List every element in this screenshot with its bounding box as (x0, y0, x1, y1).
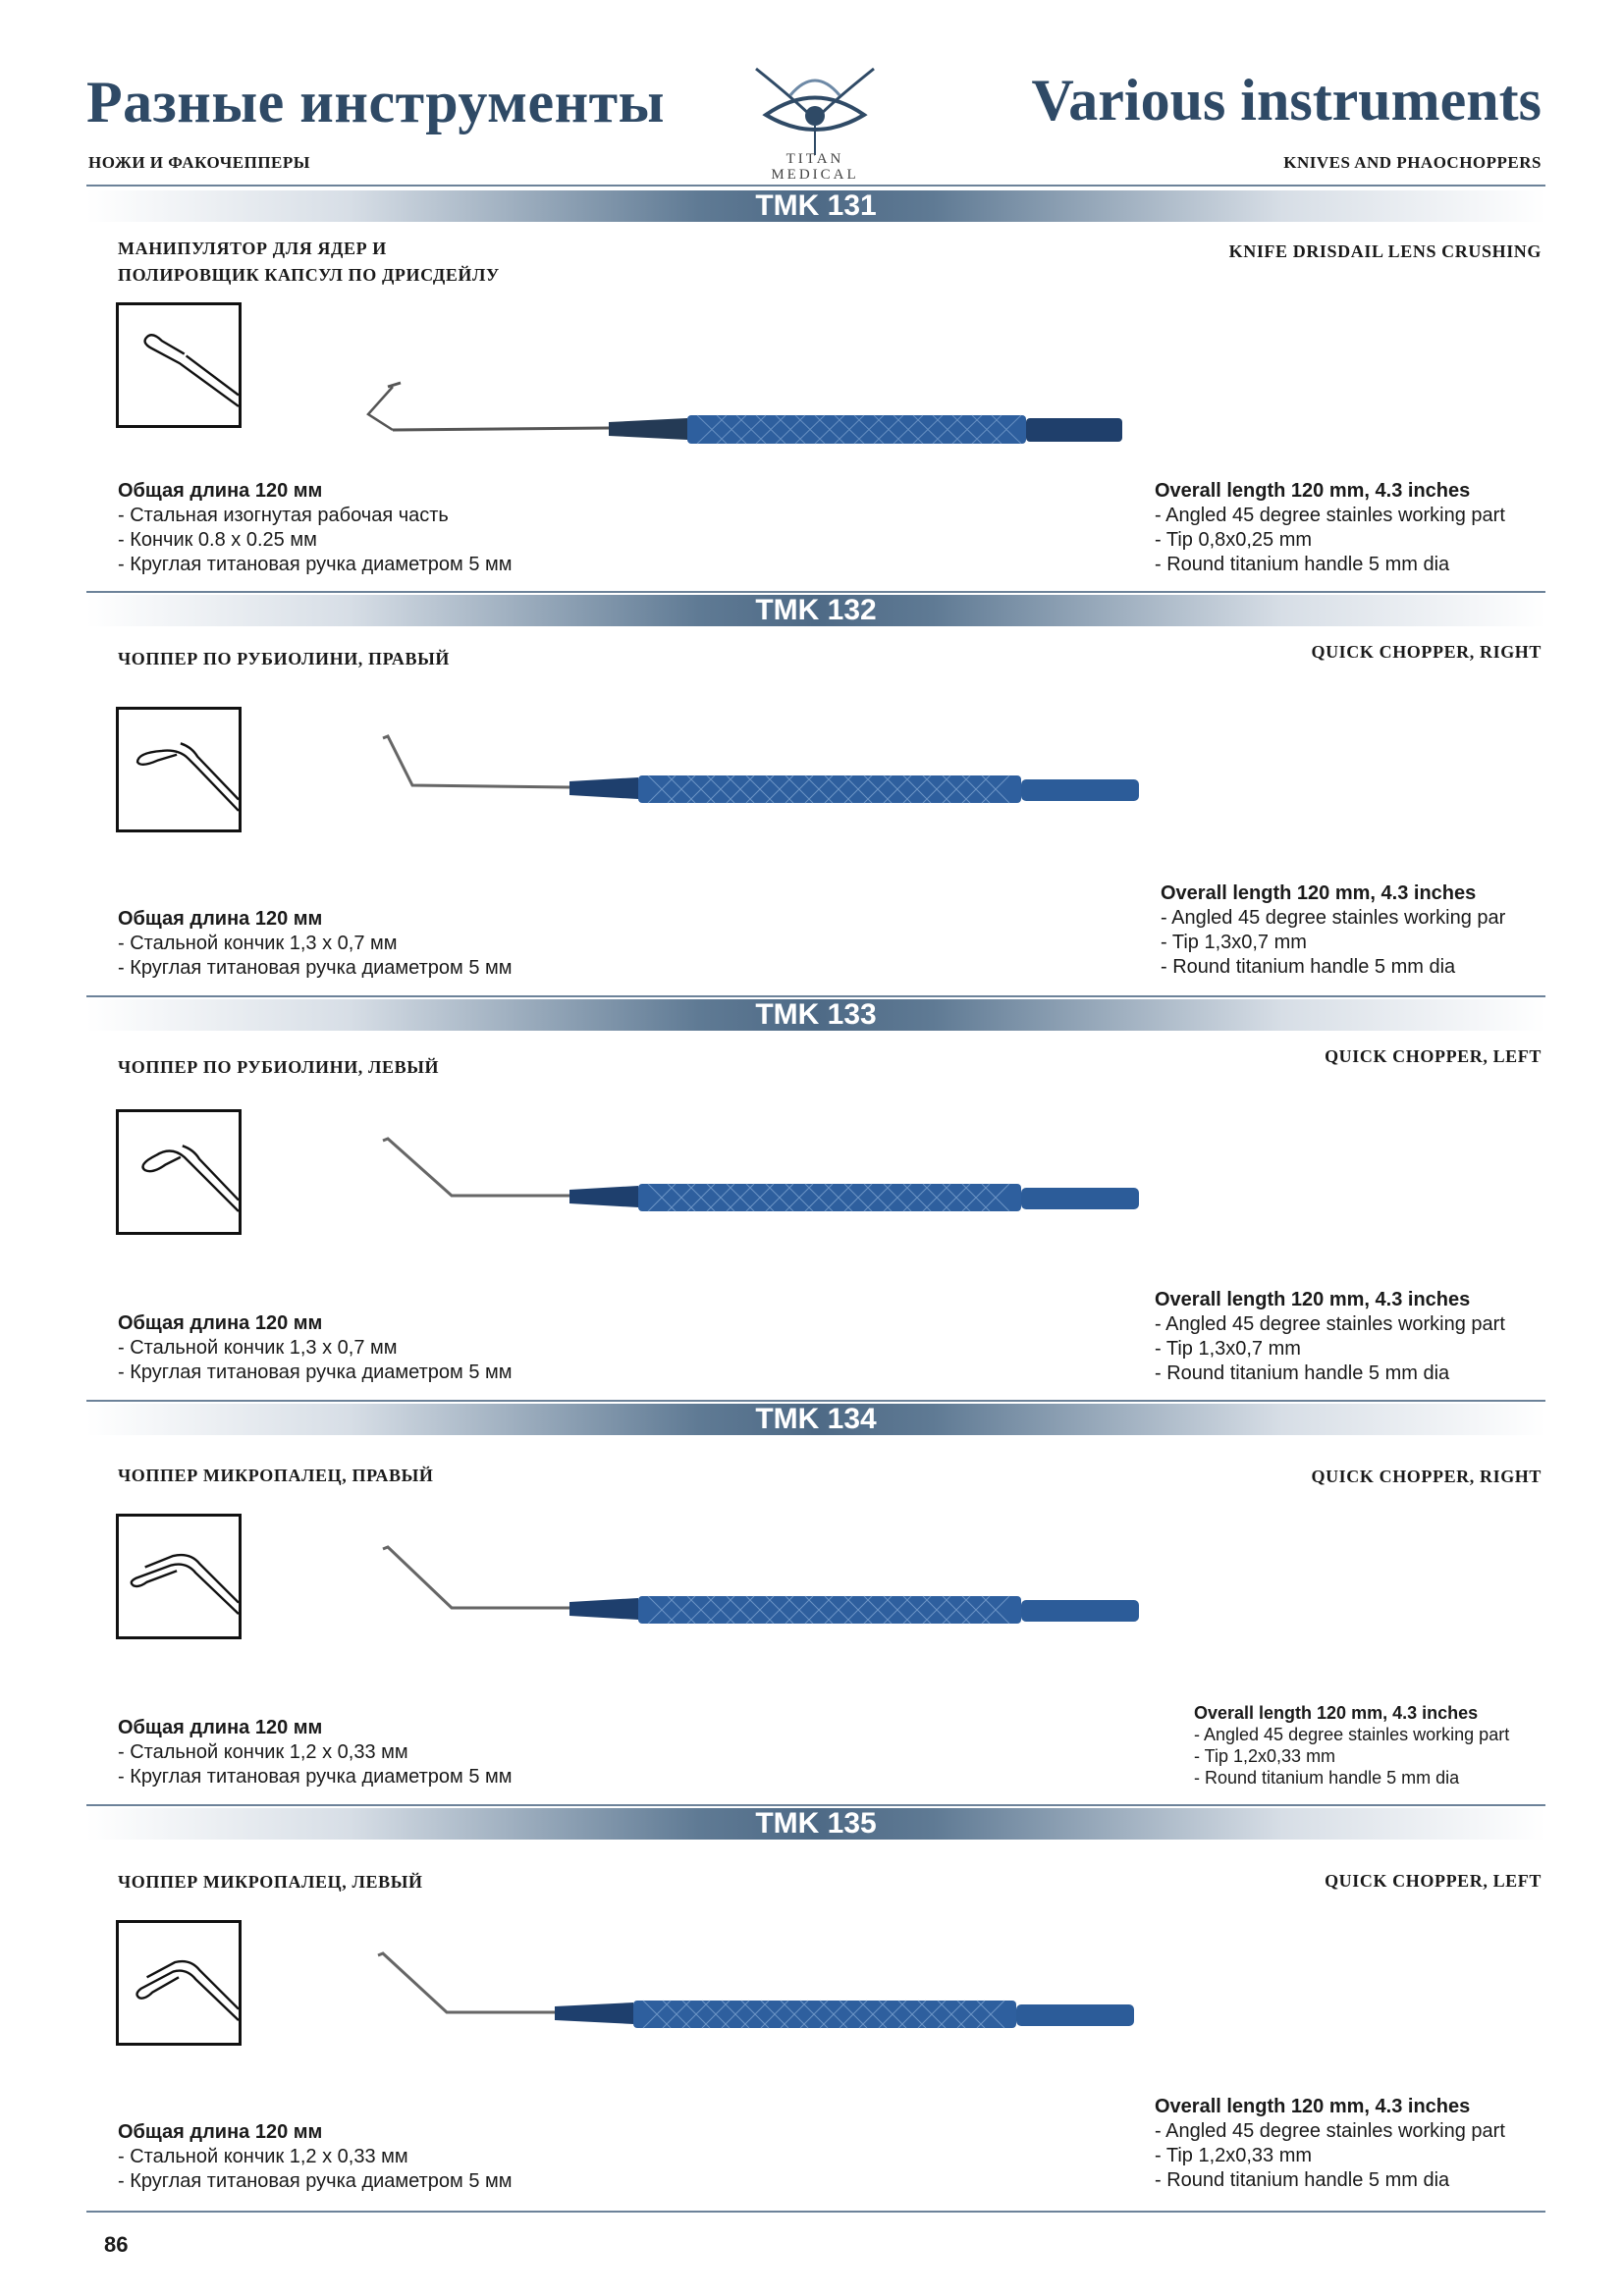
chopper-tip-icon (119, 710, 239, 829)
spec-line: - Angled 45 degree stainles working part (1194, 1725, 1510, 1744)
page-number: 86 (104, 2232, 129, 2257)
product-name-ru-line: МАНИПУЛЯТОР ДЛЯ ЯДЕР И (118, 239, 387, 258)
product-name-ru-line: ЧОППЕР ПО РУБИОЛИНИ, ПРАВЫЙ (118, 649, 450, 668)
spec-line: - Стальной кончик 1,3 x 0,7 мм (118, 933, 398, 954)
specs-ru (118, 1311, 513, 1385)
spec-line: - Angled 45 degree stainles working part (1155, 2120, 1505, 2142)
specs-en (1161, 881, 1505, 980)
product-code-bar (86, 999, 1545, 1031)
specs-en (1155, 2095, 1505, 2193)
product-name-ru (118, 1869, 423, 1896)
product-code: TMK 131 (755, 189, 877, 222)
product-code: TMK 134 (755, 1403, 877, 1435)
product-code-bar (86, 595, 1545, 626)
spec-line: Общая длина 120 мм (118, 480, 323, 502)
spec-line: - Tip 1,3x0,7 mm (1161, 932, 1307, 953)
specs-en (1155, 479, 1505, 577)
spec-line: - Angled 45 degree stainles working part (1155, 1313, 1505, 1335)
titan-medical-logo (736, 61, 893, 183)
spec-line: - Tip 1,3x0,7 mm (1155, 1338, 1301, 1360)
spec-line: - Круглая титановая ручка диаметром 5 мм (118, 957, 513, 979)
divider (86, 1400, 1545, 1402)
product-name-en: KNIFE DRISDAIL LENS CRUSHING (1228, 241, 1542, 261)
product-name-ru-line: ЧОППЕР МИКРОПАЛЕЦ, ЛЕВЫЙ (118, 1872, 423, 1892)
spec-line: - Стальной кончик 1,2 x 0,33 мм (118, 2146, 408, 2167)
product-name-en: QUICK CHOPPER, RIGHT (1311, 1467, 1542, 1486)
logo-text-titan: TITAN (785, 151, 844, 167)
page-subtitle-en: KNIVES AND PHAOCHOPPERS (1283, 153, 1542, 172)
product-name-en: QUICK CHOPPER, LEFT (1325, 1046, 1542, 1066)
product-name-ru (118, 646, 450, 672)
tip-detail-thumbnail (116, 1109, 242, 1235)
product-name-en: QUICK CHOPPER, LEFT (1325, 1871, 1542, 1891)
divider (86, 1804, 1545, 1806)
instrument-image (363, 726, 1296, 825)
spec-line: Overall length 120 mm, 4.3 inches (1155, 2096, 1471, 2117)
tip-detail-thumbnail (116, 1920, 242, 2046)
product-name-ru-line: ЧОППЕР МИКРОПАЛЕЦ, ПРАВЫЙ (118, 1466, 434, 1485)
chopper-tip-icon (119, 1112, 239, 1232)
spec-line: - Стальной кончик 1,3 x 0,7 мм (118, 1337, 398, 1359)
instrument-image (363, 1129, 1296, 1227)
loop-tip-icon (119, 305, 239, 425)
page-title-en: Various instruments (1031, 68, 1542, 133)
spec-line: - Angled 45 degree stainles working part (1155, 505, 1505, 526)
product-name-ru-line: ПОЛИРОВЩИК КАПСУЛ ПО ДРИСДЕЙЛУ (118, 265, 500, 285)
logo-text-medical: MEDICAL (771, 167, 859, 183)
product-code-bar (86, 1404, 1545, 1435)
spec-line: - Round titanium handle 5 mm dia (1161, 956, 1456, 978)
instrument-image (314, 363, 1306, 452)
specs-ru (118, 1716, 513, 1789)
spec-line: - Кончик 0.8 x 0.25 мм (118, 529, 317, 551)
specs-en (1194, 1702, 1509, 1789)
product-name-ru (118, 236, 500, 289)
divider (86, 2211, 1545, 2213)
spec-line: - Tip 1,2x0,33 mm (1194, 1746, 1336, 1766)
tip-detail-thumbnail (116, 302, 242, 428)
spec-line: Overall length 120 mm, 4.3 inches (1194, 1703, 1479, 1723)
spec-line: Общая длина 120 мм (118, 1312, 323, 1334)
specs-ru (118, 479, 513, 577)
product-name-ru (118, 1463, 433, 1489)
divider (86, 995, 1545, 997)
spec-line: Overall length 120 mm, 4.3 inches (1161, 882, 1477, 904)
product-code-bar (86, 190, 1545, 222)
spec-line: - Round titanium handle 5 mm dia (1155, 2169, 1450, 2191)
page-subtitle-ru: НОЖИ И ФАКОЧЕППЕРЫ (88, 153, 310, 172)
tip-detail-thumbnail (116, 1514, 242, 1639)
spec-line: - Round titanium handle 5 mm dia (1155, 1362, 1450, 1384)
product-code-bar (86, 1808, 1545, 1840)
product-code: TMK 133 (755, 998, 877, 1031)
logo-emblem-icon (736, 61, 893, 159)
page-title-ru: Разные инструменты (86, 70, 665, 134)
instrument-image (363, 1537, 1296, 1635)
product-code: TMK 132 (755, 594, 877, 626)
spec-line: Overall length 120 mm, 4.3 inches (1155, 1289, 1471, 1310)
spec-line: Общая длина 120 мм (118, 1717, 323, 1738)
specs-ru (118, 2120, 513, 2194)
spec-line: - Стальной кончик 1,2 x 0,33 мм (118, 1741, 408, 1763)
spec-line: - Round titanium handle 5 mm dia (1194, 1768, 1460, 1788)
divider (86, 591, 1545, 593)
product-name-ru (118, 1054, 439, 1081)
spec-line: - Tip 1,2x0,33 mm (1155, 2145, 1313, 2166)
spec-line: - Круглая титановая ручка диаметром 5 мм (118, 1362, 513, 1383)
spec-line: - Круглая титановая ручка диаметром 5 мм (118, 554, 513, 575)
spec-line: Общая длина 120 мм (118, 908, 323, 930)
microfinger-tip-icon (119, 1923, 239, 2043)
product-name-ru-line: ЧОППЕР ПО РУБИОЛИНИ, ЛЕВЫЙ (118, 1057, 440, 1077)
product-name-en: QUICK CHOPPER, RIGHT (1311, 642, 1542, 662)
instrument-image (358, 1944, 1291, 2042)
spec-line: - Круглая титановая ручка диаметром 5 мм (118, 2170, 513, 2192)
tip-detail-thumbnail (116, 707, 242, 832)
spec-line: - Стальная изогнутая рабочая часть (118, 505, 449, 526)
product-code: TMK 135 (755, 1807, 877, 1840)
specs-en (1155, 1288, 1505, 1386)
microfinger-tip-icon (119, 1517, 239, 1636)
spec-line: Общая длина 120 мм (118, 2121, 323, 2143)
divider (86, 185, 1545, 187)
spec-line: - Round titanium handle 5 mm dia (1155, 554, 1450, 575)
spec-line: Overall length 120 mm, 4.3 inches (1155, 480, 1471, 502)
spec-line: - Tip 0,8x0,25 mm (1155, 529, 1313, 551)
specs-ru (118, 907, 513, 981)
spec-line: - Круглая титановая ручка диаметром 5 мм (118, 1766, 513, 1788)
spec-line: - Angled 45 degree stainles working par (1161, 907, 1506, 929)
